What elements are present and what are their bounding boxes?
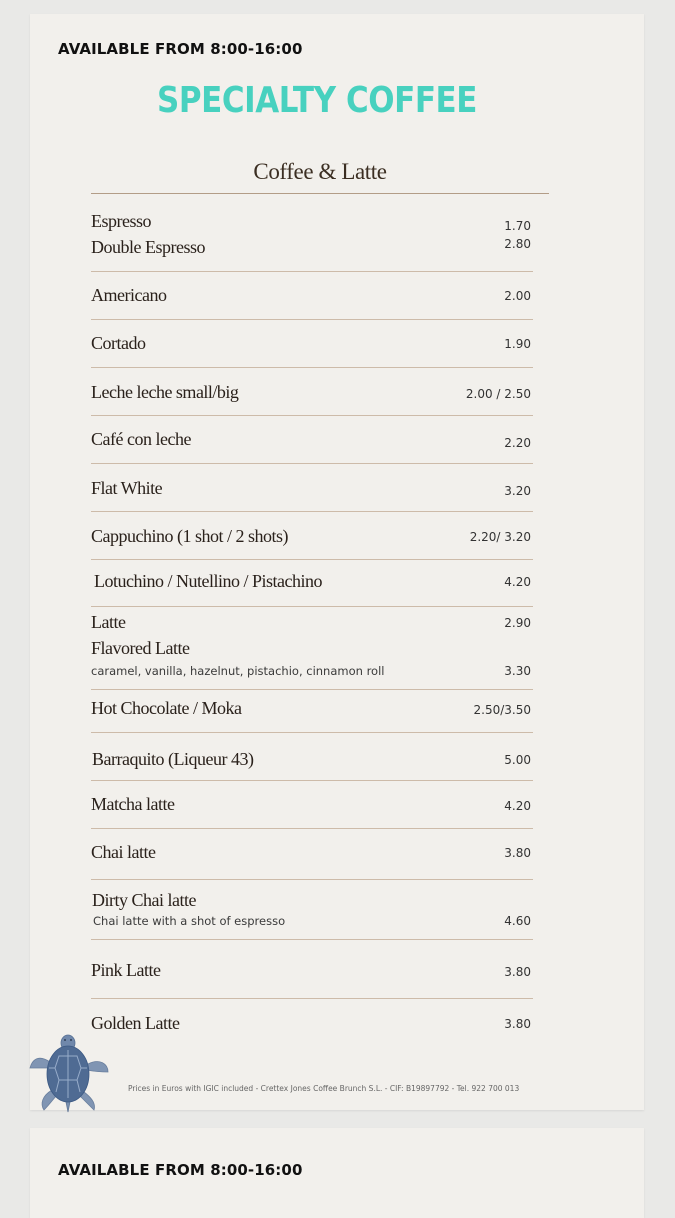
availability-header: AVAILABLE FROM 8:00-16:00: [58, 40, 303, 58]
item-description: caramel, vanilla, hazelnut, pistachio, cinnamon roll: [91, 664, 385, 678]
item-name: Barraquito (Liqueur 43): [92, 749, 254, 769]
item-name: Cortado: [91, 333, 146, 353]
menu-item-latte: [91, 607, 533, 690]
menu-item-pink-latte: [91, 940, 533, 999]
menu-item-americano: [91, 272, 533, 320]
menu-item-cappuchino: [91, 512, 533, 560]
menu-item-golden-latte: [91, 999, 533, 1045]
menu-item-cafe-con-leche: [91, 416, 533, 464]
item-price: 3.20: [504, 484, 531, 498]
menu-item-cortado: [91, 320, 533, 368]
item-price: 4.20: [504, 575, 531, 589]
menu-item-dirty-chai-latte: [91, 880, 533, 940]
menu-page-2: [30, 1128, 644, 1218]
item-name: Americano: [91, 285, 167, 305]
item-name: Pink Latte: [91, 960, 161, 980]
item-price: 3.80: [504, 846, 531, 860]
menu-item-flat-white: [91, 464, 533, 512]
item-price-secondary: 3.30: [504, 664, 531, 678]
item-price: 1.90: [504, 337, 531, 351]
item-name: Matcha latte: [91, 794, 175, 814]
item-price: 2.20: [504, 436, 531, 450]
item-price: 5.00: [504, 753, 531, 767]
item-price: 2.00 / 2.50: [465, 387, 531, 401]
item-price: 2.50/3.50: [473, 703, 531, 717]
item-price: 1.70: [504, 219, 531, 233]
item-name: Espresso: [91, 211, 151, 231]
item-name: Lotuchino / Nutellino / Pistachino: [94, 571, 322, 591]
item-name: Hot Chocolate / Moka: [91, 698, 242, 718]
item-name: Chai latte: [91, 842, 156, 862]
menu-title: SPECIALTY COFFEE: [156, 80, 478, 121]
item-price: 2.90: [504, 616, 531, 630]
item-price: 3.80: [504, 965, 531, 979]
footer-legal-note: Prices in Euros with IGIC included - Crettex Jones Coffee Brunch S.L. - CIF: B19897792 - Tel. 922 700 013: [128, 1084, 520, 1093]
menu-item-lotuchino: [91, 560, 533, 607]
item-price: 2.20/ 3.20: [469, 530, 531, 544]
sea-turtle-icon: [28, 1034, 110, 1114]
item-price: 2.00: [504, 289, 531, 303]
item-name: Flat White: [91, 478, 163, 498]
availability-header: AVAILABLE FROM 8:00-16:00: [58, 1161, 303, 1179]
menu-page-1: [30, 14, 644, 1110]
menu-item-chai-latte: [91, 829, 533, 880]
item-name: Cappuchino (1 shot / 2 shots): [91, 526, 288, 546]
item-name: Café con leche: [91, 429, 191, 449]
menu-item-leche-leche: [91, 368, 533, 416]
menu-item-espresso: [91, 204, 533, 272]
item-name: Dirty Chai latte: [92, 890, 196, 910]
item-name-secondary: Flavored Latte: [91, 638, 190, 658]
item-price: 3.80: [504, 1017, 531, 1031]
menu-item-hot-chocolate: [91, 690, 533, 733]
item-name-secondary: Double Espresso: [91, 237, 205, 257]
menu-item-matcha-latte: [91, 781, 533, 829]
item-price: 4.20: [504, 799, 531, 813]
item-price: 4.60: [504, 914, 531, 928]
item-name: Latte: [91, 612, 126, 632]
item-name: Golden Latte: [91, 1013, 180, 1033]
item-name: Leche leche small/big: [91, 382, 239, 402]
item-description: Chai latte with a shot of espresso: [93, 914, 286, 928]
section-heading: Coffee & Latte: [253, 159, 387, 184]
section-divider: [91, 193, 549, 194]
menu-item-barraquito: [91, 733, 533, 781]
item-price-secondary: 2.80: [504, 237, 531, 251]
